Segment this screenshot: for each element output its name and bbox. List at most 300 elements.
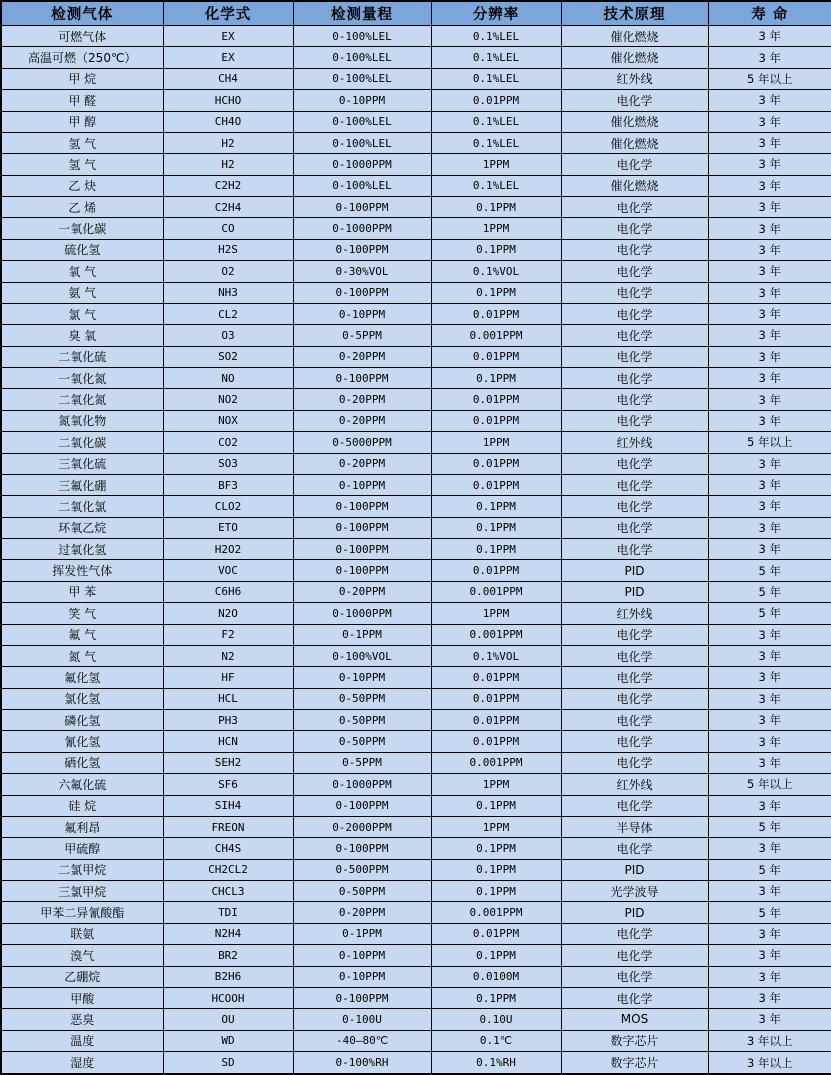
cell-resolution: 0.0100M [431, 966, 561, 987]
table-row [1, 774, 831, 795]
table-row [1, 838, 831, 859]
cell-range: 0-1000PPM [293, 154, 431, 175]
cell-resolution: 0.01PPM [431, 710, 561, 731]
table-row [1, 923, 831, 944]
cell-formula: NO [163, 368, 293, 389]
table-row [1, 303, 831, 324]
column-header-principle: 技术原理 [561, 1, 708, 26]
cell-lifespan: 3 年 [708, 667, 831, 688]
cell-range: 0-5PPM [293, 752, 431, 773]
cell-lifespan: 3 年 [708, 795, 831, 816]
cell-range: 0-50PPM [293, 688, 431, 709]
cell-range: 0-100PPM [293, 517, 431, 538]
cell-resolution: 0.1%RH [431, 1052, 561, 1075]
cell-range: 0-100%LEL [293, 68, 431, 89]
cell-formula: C2H2 [163, 175, 293, 196]
cell-lifespan: 3 年 [708, 346, 831, 367]
cell-resolution: 0.1PPM [431, 945, 561, 966]
cell-gas: 甲苯二异氰酸酯 [1, 902, 163, 923]
cell-range: 0-100PPM [293, 838, 431, 859]
cell-formula: ETO [163, 517, 293, 538]
cell-formula: SF6 [163, 774, 293, 795]
cell-principle: 电化学 [561, 752, 708, 773]
cell-formula: HCN [163, 731, 293, 752]
cell-principle: 电化学 [561, 838, 708, 859]
cell-gas: 氯化氢 [1, 688, 163, 709]
cell-resolution: 0.01PPM [431, 90, 561, 111]
cell-range: 0-100PPM [293, 496, 431, 517]
cell-resolution: 0.1PPM [431, 368, 561, 389]
cell-resolution: 0.01PPM [431, 474, 561, 495]
cell-formula: CLO2 [163, 496, 293, 517]
cell-principle: 催化燃烧 [561, 132, 708, 153]
cell-lifespan: 3 年 [708, 539, 831, 560]
cell-formula: SO2 [163, 346, 293, 367]
cell-range: 0-100PPM [293, 239, 431, 260]
cell-gas: 硅 烷 [1, 795, 163, 816]
cell-range: 0-100PPM [293, 539, 431, 560]
cell-resolution: 0.1PPM [431, 795, 561, 816]
cell-formula: N2 [163, 645, 293, 666]
cell-gas: 二氧化碳 [1, 432, 163, 453]
cell-resolution: 0.1℃ [431, 1030, 561, 1051]
cell-resolution: 0.1PPM [431, 539, 561, 560]
cell-formula: BR2 [163, 945, 293, 966]
cell-formula: CHCL3 [163, 881, 293, 902]
cell-resolution: 1PPM [431, 603, 561, 624]
cell-lifespan: 3 年 [708, 517, 831, 538]
table-row [1, 624, 831, 645]
cell-resolution: 0.01PPM [431, 389, 561, 410]
cell-lifespan: 3 年 [708, 47, 831, 68]
cell-gas: 乙 烯 [1, 197, 163, 218]
table-row [1, 410, 831, 431]
table-row [1, 26, 831, 47]
cell-range: 0-100%RH [293, 1052, 431, 1075]
cell-gas: 环氧乙烷 [1, 517, 163, 538]
cell-range: 0-1PPM [293, 624, 431, 645]
cell-formula: C2H4 [163, 197, 293, 218]
cell-principle: 电化学 [561, 154, 708, 175]
cell-gas: 甲酸 [1, 987, 163, 1008]
cell-formula: EX [163, 47, 293, 68]
cell-lifespan: 3 年 [708, 389, 831, 410]
table-row [1, 496, 831, 517]
cell-gas: 挥发性气体 [1, 560, 163, 581]
cell-principle: 光学波导 [561, 881, 708, 902]
table-row [1, 645, 831, 666]
cell-resolution: 1PPM [431, 432, 561, 453]
table-row [1, 218, 831, 239]
cell-principle: 电化学 [561, 303, 708, 324]
cell-principle: 电化学 [561, 945, 708, 966]
cell-principle: 电化学 [561, 410, 708, 431]
cell-resolution: 0.01PPM [431, 453, 561, 474]
cell-resolution: 0.1%LEL [431, 47, 561, 68]
table-row [1, 902, 831, 923]
column-header-range: 检测量程 [293, 1, 431, 26]
cell-gas: 二氧化硫 [1, 346, 163, 367]
cell-lifespan: 3 年 [708, 90, 831, 111]
cell-formula: SD [163, 1052, 293, 1075]
cell-principle: 红外线 [561, 432, 708, 453]
cell-gas: 六氟化硫 [1, 774, 163, 795]
cell-formula: NOX [163, 410, 293, 431]
cell-lifespan: 3 年 [708, 752, 831, 773]
cell-lifespan: 3 年 [708, 368, 831, 389]
cell-lifespan: 3 年 [708, 923, 831, 944]
cell-principle: 红外线 [561, 774, 708, 795]
cell-range: 0-10PPM [293, 667, 431, 688]
cell-lifespan: 5 年 [708, 581, 831, 602]
cell-principle: 电化学 [561, 795, 708, 816]
cell-lifespan: 3 年以上 [708, 1030, 831, 1051]
table-row [1, 945, 831, 966]
cell-formula: CH4S [163, 838, 293, 859]
cell-formula: CH2CL2 [163, 859, 293, 880]
table-row [1, 752, 831, 773]
cell-range: 0-1PPM [293, 923, 431, 944]
cell-gas: 温度 [1, 1030, 163, 1051]
cell-principle: 电化学 [561, 90, 708, 111]
cell-range: 0-100U [293, 1009, 431, 1030]
cell-formula: HF [163, 667, 293, 688]
cell-principle: 数字芯片 [561, 1052, 708, 1075]
cell-principle: 电化学 [561, 346, 708, 367]
cell-formula: F2 [163, 624, 293, 645]
cell-gas: 氯 气 [1, 303, 163, 324]
cell-gas: 乙 炔 [1, 175, 163, 196]
cell-resolution: 0.01PPM [431, 923, 561, 944]
cell-resolution: 0.1%LEL [431, 68, 561, 89]
cell-formula: H2S [163, 239, 293, 260]
cell-resolution: 0.1PPM [431, 881, 561, 902]
cell-formula: H2O2 [163, 539, 293, 560]
cell-formula: HCL [163, 688, 293, 709]
cell-principle: 电化学 [561, 517, 708, 538]
table-row [1, 710, 831, 731]
cell-resolution: 0.1PPM [431, 197, 561, 218]
header-row [1, 1, 831, 26]
cell-formula: H2 [163, 154, 293, 175]
cell-lifespan: 3 年 [708, 282, 831, 303]
cell-range: 0-100%LEL [293, 175, 431, 196]
cell-resolution: 0.1PPM [431, 282, 561, 303]
cell-lifespan: 5 年 [708, 560, 831, 581]
cell-principle: PID [561, 581, 708, 602]
cell-formula: NO2 [163, 389, 293, 410]
cell-gas: 氟化氢 [1, 667, 163, 688]
cell-resolution: 0.001PPM [431, 752, 561, 773]
table-row [1, 603, 831, 624]
cell-formula: B2H6 [163, 966, 293, 987]
cell-principle: 电化学 [561, 688, 708, 709]
cell-gas: 二氧化氯 [1, 496, 163, 517]
cell-principle: 电化学 [561, 389, 708, 410]
cell-principle: 催化燃烧 [561, 47, 708, 68]
cell-range: 0-30%VOL [293, 261, 431, 282]
cell-gas: 三氧化硫 [1, 453, 163, 474]
table-row [1, 111, 831, 132]
cell-lifespan: 3 年 [708, 303, 831, 324]
table-row [1, 816, 831, 837]
table-row [1, 175, 831, 196]
cell-lifespan: 3 年 [708, 154, 831, 175]
cell-principle: 电化学 [561, 239, 708, 260]
cell-gas: 恶臭 [1, 1009, 163, 1030]
cell-principle: 数字芯片 [561, 1030, 708, 1051]
cell-principle: 电化学 [561, 645, 708, 666]
table-row [1, 987, 831, 1008]
cell-formula: CL2 [163, 303, 293, 324]
table-row [1, 68, 831, 89]
cell-range: 0-100PPM [293, 987, 431, 1008]
cell-gas: 过氧化氢 [1, 539, 163, 560]
cell-gas: 甲硫醇 [1, 838, 163, 859]
cell-lifespan: 3 年 [708, 945, 831, 966]
cell-gas: 氮氧化物 [1, 410, 163, 431]
cell-principle: 电化学 [561, 474, 708, 495]
cell-range: 0-20PPM [293, 346, 431, 367]
cell-gas: 溴气 [1, 945, 163, 966]
cell-gas: 高温可燃（250℃） [1, 47, 163, 68]
cell-lifespan: 3 年 [708, 111, 831, 132]
cell-principle: PID [561, 560, 708, 581]
cell-range: 0-1000PPM [293, 218, 431, 239]
cell-lifespan: 3 年 [708, 688, 831, 709]
cell-principle: 半导体 [561, 816, 708, 837]
cell-lifespan: 3 年 [708, 496, 831, 517]
cell-lifespan: 3 年 [708, 1009, 831, 1030]
cell-range: 0-100PPM [293, 197, 431, 218]
cell-lifespan: 3 年以上 [708, 1052, 831, 1075]
cell-formula: SIH4 [163, 795, 293, 816]
cell-gas: 甲 烷 [1, 68, 163, 89]
cell-principle: 电化学 [561, 261, 708, 282]
cell-principle: 催化燃烧 [561, 26, 708, 47]
table-head [1, 1, 831, 26]
cell-range: 0-100%LEL [293, 132, 431, 153]
table-row [1, 966, 831, 987]
cell-lifespan: 3 年 [708, 731, 831, 752]
table-row [1, 859, 831, 880]
cell-lifespan: 5 年以上 [708, 774, 831, 795]
cell-range: 0-50PPM [293, 881, 431, 902]
cell-principle: 催化燃烧 [561, 111, 708, 132]
cell-gas: 二氯甲烷 [1, 859, 163, 880]
cell-formula: NH3 [163, 282, 293, 303]
table-row [1, 1052, 831, 1075]
cell-resolution: 0.01PPM [431, 346, 561, 367]
cell-range: 0-20PPM [293, 581, 431, 602]
cell-gas: 氰化氢 [1, 731, 163, 752]
table-row [1, 197, 831, 218]
cell-principle: 电化学 [561, 325, 708, 346]
cell-gas: 硫化氢 [1, 239, 163, 260]
cell-formula: HCOOH [163, 987, 293, 1008]
table-row [1, 795, 831, 816]
cell-range: 0-20PPM [293, 902, 431, 923]
cell-lifespan: 3 年 [708, 710, 831, 731]
cell-gas: 可燃气体 [1, 26, 163, 47]
cell-gas: 三氯甲烷 [1, 881, 163, 902]
cell-gas: 氢 气 [1, 132, 163, 153]
cell-formula: SO3 [163, 453, 293, 474]
column-header-formula: 化学式 [163, 1, 293, 26]
cell-formula: FREON [163, 816, 293, 837]
cell-formula: BF3 [163, 474, 293, 495]
cell-gas: 湿度 [1, 1052, 163, 1075]
table-row [1, 154, 831, 175]
cell-lifespan: 3 年 [708, 26, 831, 47]
table-row [1, 389, 831, 410]
table-row [1, 261, 831, 282]
cell-range: 0-1000PPM [293, 603, 431, 624]
cell-resolution: 0.1%VOL [431, 261, 561, 282]
cell-range: 0-100%LEL [293, 26, 431, 47]
cell-gas: 氨 气 [1, 282, 163, 303]
cell-resolution: 0.1PPM [431, 838, 561, 859]
cell-lifespan: 3 年 [708, 624, 831, 645]
table-row [1, 517, 831, 538]
column-header-lifespan: 寿 命 [708, 1, 831, 26]
cell-resolution: 0.1%LEL [431, 111, 561, 132]
cell-range: 0-50PPM [293, 731, 431, 752]
table-row [1, 667, 831, 688]
table-row [1, 688, 831, 709]
cell-range: -40—80℃ [293, 1030, 431, 1051]
cell-principle: 电化学 [561, 539, 708, 560]
cell-lifespan: 3 年 [708, 966, 831, 987]
cell-resolution: 1PPM [431, 816, 561, 837]
cell-formula: C6H6 [163, 581, 293, 602]
column-header-resolution: 分辨率 [431, 1, 561, 26]
cell-gas: 乙硼烷 [1, 966, 163, 987]
cell-principle: 电化学 [561, 218, 708, 239]
cell-resolution: 1PPM [431, 774, 561, 795]
cell-formula: CH4O [163, 111, 293, 132]
cell-gas: 笑 气 [1, 603, 163, 624]
cell-gas: 氧 气 [1, 261, 163, 282]
cell-lifespan: 5 年 [708, 603, 831, 624]
cell-resolution: 0.1%VOL [431, 645, 561, 666]
cell-principle: 电化学 [561, 966, 708, 987]
cell-resolution: 0.001PPM [431, 902, 561, 923]
cell-gas: 磷化氢 [1, 710, 163, 731]
cell-resolution: 0.01PPM [431, 667, 561, 688]
table-row [1, 132, 831, 153]
table-row [1, 346, 831, 367]
cell-range: 0-10PPM [293, 966, 431, 987]
table-row [1, 881, 831, 902]
cell-range: 0-1000PPM [293, 774, 431, 795]
cell-formula: O3 [163, 325, 293, 346]
cell-formula: N2O [163, 603, 293, 624]
cell-principle: 电化学 [561, 987, 708, 1008]
cell-gas: 三氟化硼 [1, 474, 163, 495]
cell-resolution: 1PPM [431, 154, 561, 175]
cell-gas: 甲 醇 [1, 111, 163, 132]
cell-gas: 氢 气 [1, 154, 163, 175]
cell-lifespan: 3 年 [708, 881, 831, 902]
cell-formula: TDI [163, 902, 293, 923]
cell-lifespan: 3 年 [708, 175, 831, 196]
cell-range: 0-100%VOL [293, 645, 431, 666]
cell-range: 0-100PPM [293, 282, 431, 303]
cell-lifespan: 3 年 [708, 453, 831, 474]
table-row [1, 474, 831, 495]
table-row [1, 539, 831, 560]
cell-resolution: 0.1%LEL [431, 175, 561, 196]
cell-principle: 电化学 [561, 624, 708, 645]
cell-formula: N2H4 [163, 923, 293, 944]
cell-lifespan: 3 年 [708, 410, 831, 431]
table-row [1, 432, 831, 453]
cell-gas: 二氧化氮 [1, 389, 163, 410]
cell-principle: PID [561, 902, 708, 923]
cell-range: 0-100PPM [293, 795, 431, 816]
cell-principle: 电化学 [561, 197, 708, 218]
table-row [1, 1009, 831, 1030]
table-body [1, 26, 831, 1075]
cell-resolution: 0.1%LEL [431, 26, 561, 47]
cell-range: 0-50PPM [293, 710, 431, 731]
cell-range: 0-10PPM [293, 303, 431, 324]
cell-resolution: 0.1%LEL [431, 132, 561, 153]
cell-principle: 电化学 [561, 710, 708, 731]
cell-resolution: 0.1PPM [431, 517, 561, 538]
cell-principle: 电化学 [561, 282, 708, 303]
cell-formula: SEH2 [163, 752, 293, 773]
cell-formula: PH3 [163, 710, 293, 731]
cell-lifespan: 3 年 [708, 197, 831, 218]
cell-lifespan: 3 年 [708, 325, 831, 346]
cell-range: 0-10PPM [293, 90, 431, 111]
cell-principle: 催化燃烧 [561, 175, 708, 196]
cell-range: 0-10PPM [293, 474, 431, 495]
cell-lifespan: 5 年 [708, 859, 831, 880]
cell-resolution: 0.10U [431, 1009, 561, 1030]
cell-range: 0-10PPM [293, 945, 431, 966]
cell-gas: 氟 气 [1, 624, 163, 645]
cell-gas: 硒化氢 [1, 752, 163, 773]
table-row [1, 560, 831, 581]
cell-resolution: 0.01PPM [431, 731, 561, 752]
cell-resolution: 0.001PPM [431, 581, 561, 602]
cell-resolution: 0.1PPM [431, 987, 561, 1008]
cell-resolution: 0.01PPM [431, 688, 561, 709]
table-row [1, 1030, 831, 1051]
cell-formula: VOC [163, 560, 293, 581]
table-row [1, 453, 831, 474]
cell-gas: 氮 气 [1, 645, 163, 666]
table-row [1, 282, 831, 303]
cell-lifespan: 3 年 [708, 987, 831, 1008]
cell-lifespan: 3 年 [708, 132, 831, 153]
cell-gas: 联氨 [1, 923, 163, 944]
cell-principle: 电化学 [561, 923, 708, 944]
cell-principle: 电化学 [561, 731, 708, 752]
cell-principle: PID [561, 859, 708, 880]
cell-resolution: 0.1PPM [431, 496, 561, 517]
cell-lifespan: 3 年 [708, 218, 831, 239]
table-row [1, 47, 831, 68]
cell-range: 0-100PPM [293, 560, 431, 581]
cell-resolution: 0.01PPM [431, 410, 561, 431]
cell-formula: CO [163, 218, 293, 239]
cell-formula: H2 [163, 132, 293, 153]
cell-lifespan: 3 年 [708, 645, 831, 666]
